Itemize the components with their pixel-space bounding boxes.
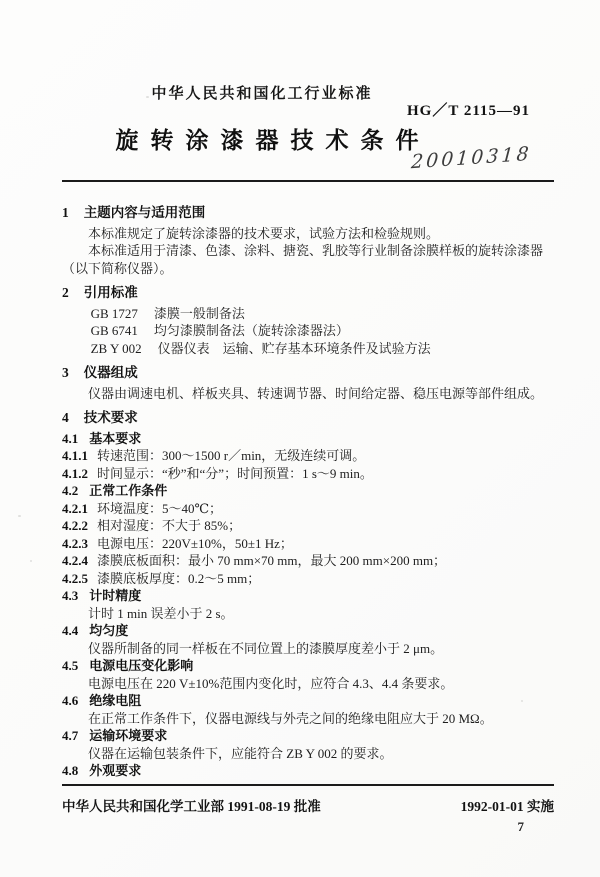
scan-speck [18,515,21,517]
clause-text: 正常工作条件 [89,483,168,498]
doc-line-4-5 [62,657,554,675]
doc-line-p20 [62,605,554,623]
clause-text: 漆膜一般制备法 [153,305,245,321]
doc-line-4-2-5 [62,570,554,588]
standard-organization-title: 中华人民共和国化工行业标准 [151,86,373,102]
clause-text: 漆膜底板面积：最小 70 mm×70 mm，最大 200 mm×200 mm； [97,553,447,568]
clause-text: 漆膜底板厚度：0.2～5 mm； [97,570,261,586]
clause-text: 相对湿度：不大于 85%； [97,518,242,533]
clause-text: 均匀漆膜制备法（旋转涂漆器法） [153,323,349,338]
clause-number: 4.2.4 [62,553,88,568]
doc-line-p1 [62,225,554,243]
clause-number: 4.2.5 [62,570,88,586]
clause-number: ZB Y 002 [90,340,142,356]
doc-line-4-2 [62,482,554,500]
clause-text: 仪器所制备的同一样板在不同位置上的漆膜厚度差小于 2 μm。 [88,640,444,656]
header-divider-rule [62,180,554,182]
clause-text: 绝缘电阻 [89,693,142,708]
approval-note: 中华人民共和国化学工业部 1991-08-19 批准 [62,799,321,814]
clause-text: 引用标准 [83,285,138,300]
clause-text: 主题内容与适用范围 [83,205,206,220]
doc-line-p24 [62,675,554,693]
doc-line-GB-6741 [62,322,554,340]
clause-number: 4 [62,410,69,425]
clause-number: 4.6 [62,693,79,708]
clause-number: 2 [62,285,69,300]
doc-line-4-1 [62,430,554,448]
clause-text: 在正常工作条件下，仪器电源线与外壳之间的绝缘电阻应大于 20 MΩ。 [88,710,493,726]
doc-line-4-3 [62,587,554,605]
doc-line-4-2-1 [62,500,554,518]
document-body [62,197,554,782]
clause-text: 电源电压变化影响 [89,658,194,673]
clause-text: 仪器由调速电机、样板夹具、转速调节器、时间给定器、稳压电源等部件组成。 [88,385,544,401]
clause-text: 电源电压在 220 V±10%范围内变化时，应符合 4.3、4.4 条要求。 [88,675,454,691]
doc-line-2 [62,284,554,302]
clause-number: 4.2.1 [62,500,88,516]
doc-line-4-1-2 [62,465,554,483]
clause-text: 运输环境要求 [89,728,168,743]
page-number: 7 [517,819,524,834]
scan-speck [30,560,32,562]
doc-line-p2 [62,242,554,277]
clause-number: 4.7 [62,728,79,743]
clause-number: GB 1727 [90,305,138,321]
clause-text: 时间显示：“秒”和“分”；时间预置：1 s～9 min。 [97,465,373,481]
clause-number: 4.2.2 [62,518,88,533]
clause-text: 计时精度 [89,588,142,603]
clause-text: 环境温度：5～40℃； [97,500,223,516]
clause-text: 外观要求 [89,763,142,778]
clause-text: 本标准规定了旋转涂漆器的技术要求，试验方法和检验规则。 [88,225,440,241]
standard-code: HG／T 2115—91 [407,103,530,119]
document-title: 旋转涂漆器技术条件 [115,128,431,153]
doc-line-4-8 [62,762,554,780]
doc-line-p28 [62,745,554,763]
doc-line-4-7 [62,727,554,745]
clause-text: 转速范围：300～1500 r／min，无级连续可调。 [97,448,366,463]
doc-line-4-2-2 [62,517,554,535]
doc-line-ZB-Y-002 [62,340,554,358]
doc-line-p8 [62,385,554,403]
clause-text: 仪器仪表 运输、贮存基本环境条件及试验方法 [157,340,431,356]
doc-line-4-4 [62,622,554,640]
clause-number: 4.1.1 [62,448,88,463]
clause-number: 4.2 [62,483,79,498]
doc-line-p22 [62,640,554,658]
clause-text: 本标准适用于清漆、色漆、涂料、搪瓷、乳胶等行业制备涂膜样板的旋转涂漆器（以下简称仪器）。 [62,243,544,276]
clause-text: 计时 1 min 误差小于 2 s。 [88,605,234,621]
clause-number: 1 [62,205,69,220]
implementation-note: 1992-01-01 实施 [460,799,554,814]
clause-number: GB 6741 [90,323,138,338]
doc-line-4-2-4 [62,552,554,570]
clause-text: 基本要求 [89,430,142,446]
clause-text: 仪器组成 [83,365,138,380]
doc-line-4 [62,409,554,427]
clause-number: 4.1 [62,430,79,446]
handwritten-date-note: 20010318 [410,142,533,174]
clause-number: 4.4 [62,623,79,638]
clause-number: 4.3 [62,588,79,603]
doc-line-1 [62,204,554,222]
clause-number: 4.1.2 [62,465,88,481]
clause-number: 4.2.3 [62,535,88,551]
clause-number: 4.5 [62,658,79,673]
doc-line-p26 [62,710,554,728]
clause-number: 3 [62,365,69,380]
clause-text: 均匀度 [89,623,129,638]
doc-line-4-6 [62,692,554,710]
clause-text: 仪器在运输包装条件下，应能符合 ZB Y 002 的要求。 [88,745,393,761]
doc-line-4-1-1 [62,447,554,465]
doc-line-3 [62,364,554,382]
doc-line-GB-1727 [62,305,554,323]
page-footer [62,784,554,835]
doc-line-4-2-3 [62,535,554,553]
clause-text: 电源电压：220V±10%，50±1 Hz； [97,535,293,551]
clause-text: 技术要求 [83,410,138,425]
clause-number: 4.8 [62,763,79,778]
